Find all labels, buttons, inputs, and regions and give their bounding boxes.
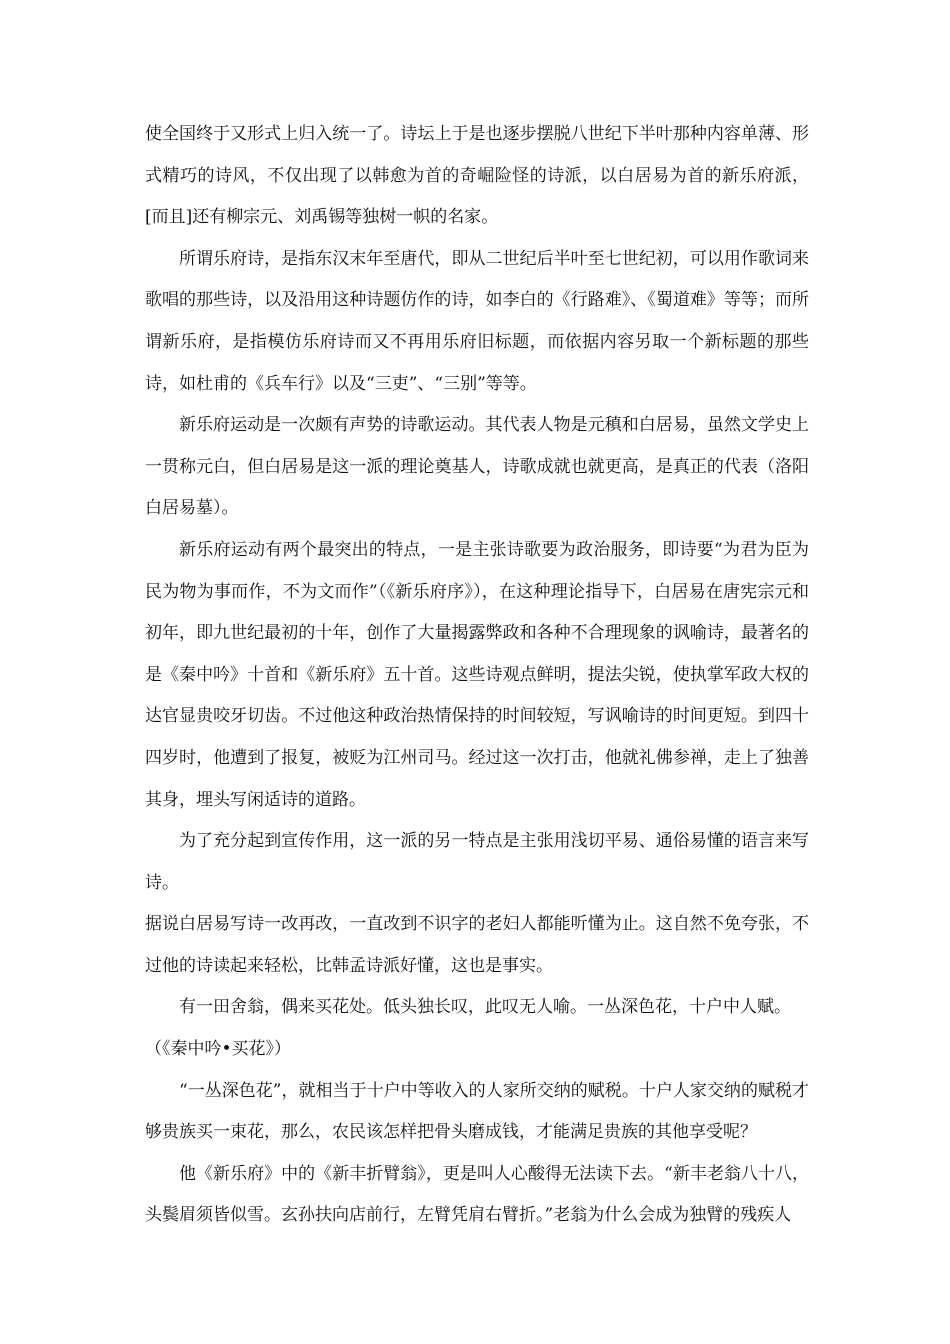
- poem-source: （《秦中吟•买花》）: [145, 1039, 292, 1060]
- paragraph-5: 为了充分起到宣传作用，这一派的另一特点是主张用浅切平易、通俗易懂的语言来写诗。: [145, 831, 809, 893]
- paragraph-2: 所谓乐府诗，是指东汉末年至唐代，即从二世纪后半叶至七世纪初，可以用作歌词来歌唱的那些诗，以及沿用这种诗题仿作的诗，如李白的《行路难》、《蜀道难》等等；而所谓新乐府，是指模仿乐府诗而又不再用乐府旧标题，而依据内容另取一个新标题的那些诗，如杜甫的《兵车行》以及“三吏”、“三别”等等。: [145, 248, 809, 394]
- paragraph-7: “一丛深色花”，就相当于十户中等收入的人家所交纳的赋税。十户人家交纳的赋税才够贵族买一束花，那么，农民该怎样把骨头磨成钱，才能满足贵族的其他享受呢？: [145, 1080, 809, 1143]
- paragraph-4: 新乐府运动有两个最突出的特点，一是主张诗歌要为政治服务，即诗要“为君为臣为民为物为事而作，不为文而作”（《新乐府序》），在这种理论指导下，白居易在唐宪宗元和初年，即九世纪最初的十年，创作了大量揭露弊政和各种不合理现象的讽喻诗，最著名的是《秦中吟》十首和《新乐府》五十首。这些诗观点鲜明，提法尖锐，使执掌军政大权的达官显贵咬牙切齿。不过他这种政治热情保持的时间较短，写讽喻诗的时间更短。到四十四岁时，他遭到了报复，被贬为江州司马。经过这一次打击，他就礼佛参禅，走上了独善其身，埋头写闲适诗的道路。: [145, 539, 809, 810]
- paragraph-3: 新乐府运动是一次颇有声势的诗歌运动。其代表人物是元稹和白居易，虽然文学史上一贯称元白，但白居易是这一派的理论奠基人，诗歌成就也就更高，是真正的代表（洛阳白居易墓）。: [145, 415, 809, 519]
- poem-line: 有一田舍翁，偶来买花处。低头独长叹，此叹无人喻。一丛深色花，十户中人赋。: [179, 997, 791, 1018]
- paragraph-1: 使全国终于又形式上归入统一了。诗坛上于是也逐步摆脱八世纪下半叶那种内容单薄、形式精巧的诗风，不仅出现了以韩愈为首的奇崛险怪的诗派，以白居易为首的新乐府派，[而且]还有柳宗元、刘禹锡等独树一帜的名家。: [145, 124, 809, 228]
- paragraph-6: 据说白居易写诗一改再改，一直改到不识字的老妇人都能听懂为止。这自然不免夸张，不过他的诗读起来轻松，比韩孟诗派好懂，这也是事实。: [145, 914, 809, 976]
- document-body: [145, 114, 809, 1237]
- paragraph-8: 他《新乐府》中的《新丰折臂翁》，更是叫人心酸得无法读下去。“新丰老翁八十八，头鬓眉须皆似雪。玄孙扶向店前行，左臂凭肩右臂折。”老翁为什么会成为独臂的残疾人: [145, 1163, 809, 1226]
